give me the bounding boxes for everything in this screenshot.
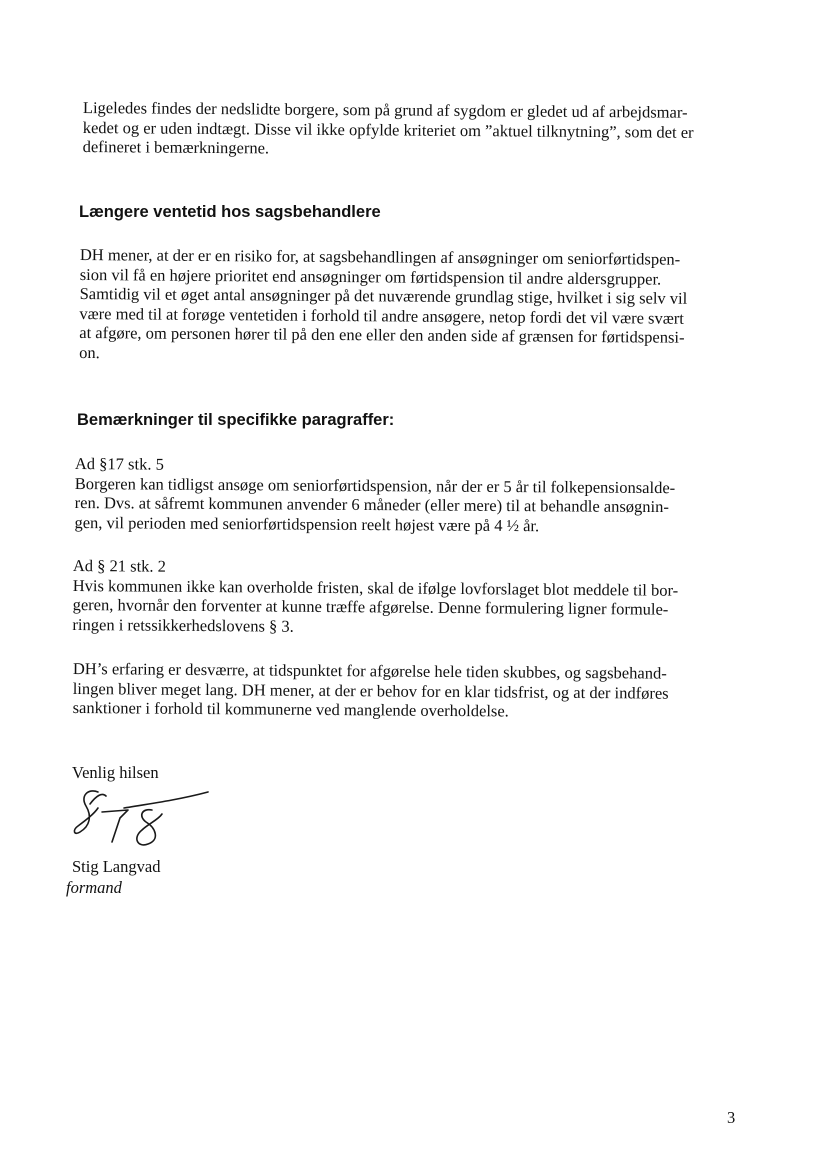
text-line: sanktioner i forhold til kommunerne ved manglende overholdelse. xyxy=(72,697,509,721)
text-line: at afgøre, om personen hører til på den ene eller den anden side af grænsen for førtidspensi- xyxy=(79,322,685,347)
text-line: Hvis kommunen ikke kan overholde fristen, skal de ifølge lovforslaget blot meddele til bor- xyxy=(72,575,679,600)
text-line: kedet og er uden indtægt. Disse vil ikke opfylde kriteriet om ”aktuel tilknytning”, som det er xyxy=(82,117,694,142)
text-line: on. xyxy=(79,342,100,362)
paragraph-risk-of-prioritization xyxy=(79,245,688,367)
heading-specific-paragraphs: Bemærkninger til specifikke paragraffer: xyxy=(77,411,395,429)
section-paragraph-17 xyxy=(74,454,675,536)
text-line: sion vil få en højere prioritet end ansøgninger om førtidspension til andre aldersgrupper. xyxy=(79,264,662,289)
signer-name: Stig Langvad xyxy=(72,857,161,876)
signer-title: formand xyxy=(66,878,122,897)
text-line: ren. Dvs. at såfremt kommunen anvender 6 måneder (eller mere) til at behandle ansøgnin- xyxy=(74,492,669,517)
text-line: Samtidig vil et øget antal ansøgninger på det nuværende grundlag stige, hvilket i sig selv vil xyxy=(79,283,688,308)
text-line: defineret i bemærkningerne. xyxy=(82,136,270,158)
closing-greeting: Venlig hilsen xyxy=(72,763,159,782)
text-line: lingen bliver meget lang. DH mener, at der er behov for en klar tidsfrist, og at der indføres xyxy=(72,678,669,703)
text-line: Borgeren kan tidligst ansøge om seniorførtidspension, når der er 5 år til folkepensionsalde- xyxy=(74,473,676,497)
text-line: geren, hvornår den forventer at kunne træffe afgørelse. Denne formulering ligner formule- xyxy=(72,594,669,619)
paragraph-worn-out-citizens xyxy=(83,98,694,161)
text-line: Ligeledes findes der nedslidte borgere, som på grund af sygdom er gledet ud af arbejdsmar- xyxy=(82,98,688,122)
text-line: gen, vil perioden med seniorførtidspension reelt højest være på 4 ½ år. xyxy=(74,512,540,535)
section-paragraph-21 xyxy=(72,556,678,639)
text-line: ringen i retssikkerhedslovens § 3. xyxy=(72,614,294,636)
text-line: være med til at forøge ventetiden i forhold til andre ansøgere, netop fordi det vil være svært xyxy=(79,303,684,328)
section-title: Ad § 21 stk. 2 xyxy=(72,556,167,576)
handwritten-signature xyxy=(68,786,218,858)
section-title: Ad §17 stk. 5 xyxy=(74,454,164,474)
heading-longer-waiting-time: Længere ventetid hos sagsbehandlere xyxy=(79,203,381,221)
paragraph-dh-experience xyxy=(73,659,669,722)
text-line: DH mener, at der er en risiko for, at sagsbehandlingen af ansøgninger om seniorførtidspen- xyxy=(79,245,681,269)
page-number: 3 xyxy=(727,1108,736,1127)
text-line: DH’s erfaring er desværre, at tidspunktet for afgørelse hele tiden skubbes, og sagsbehand- xyxy=(72,659,667,683)
